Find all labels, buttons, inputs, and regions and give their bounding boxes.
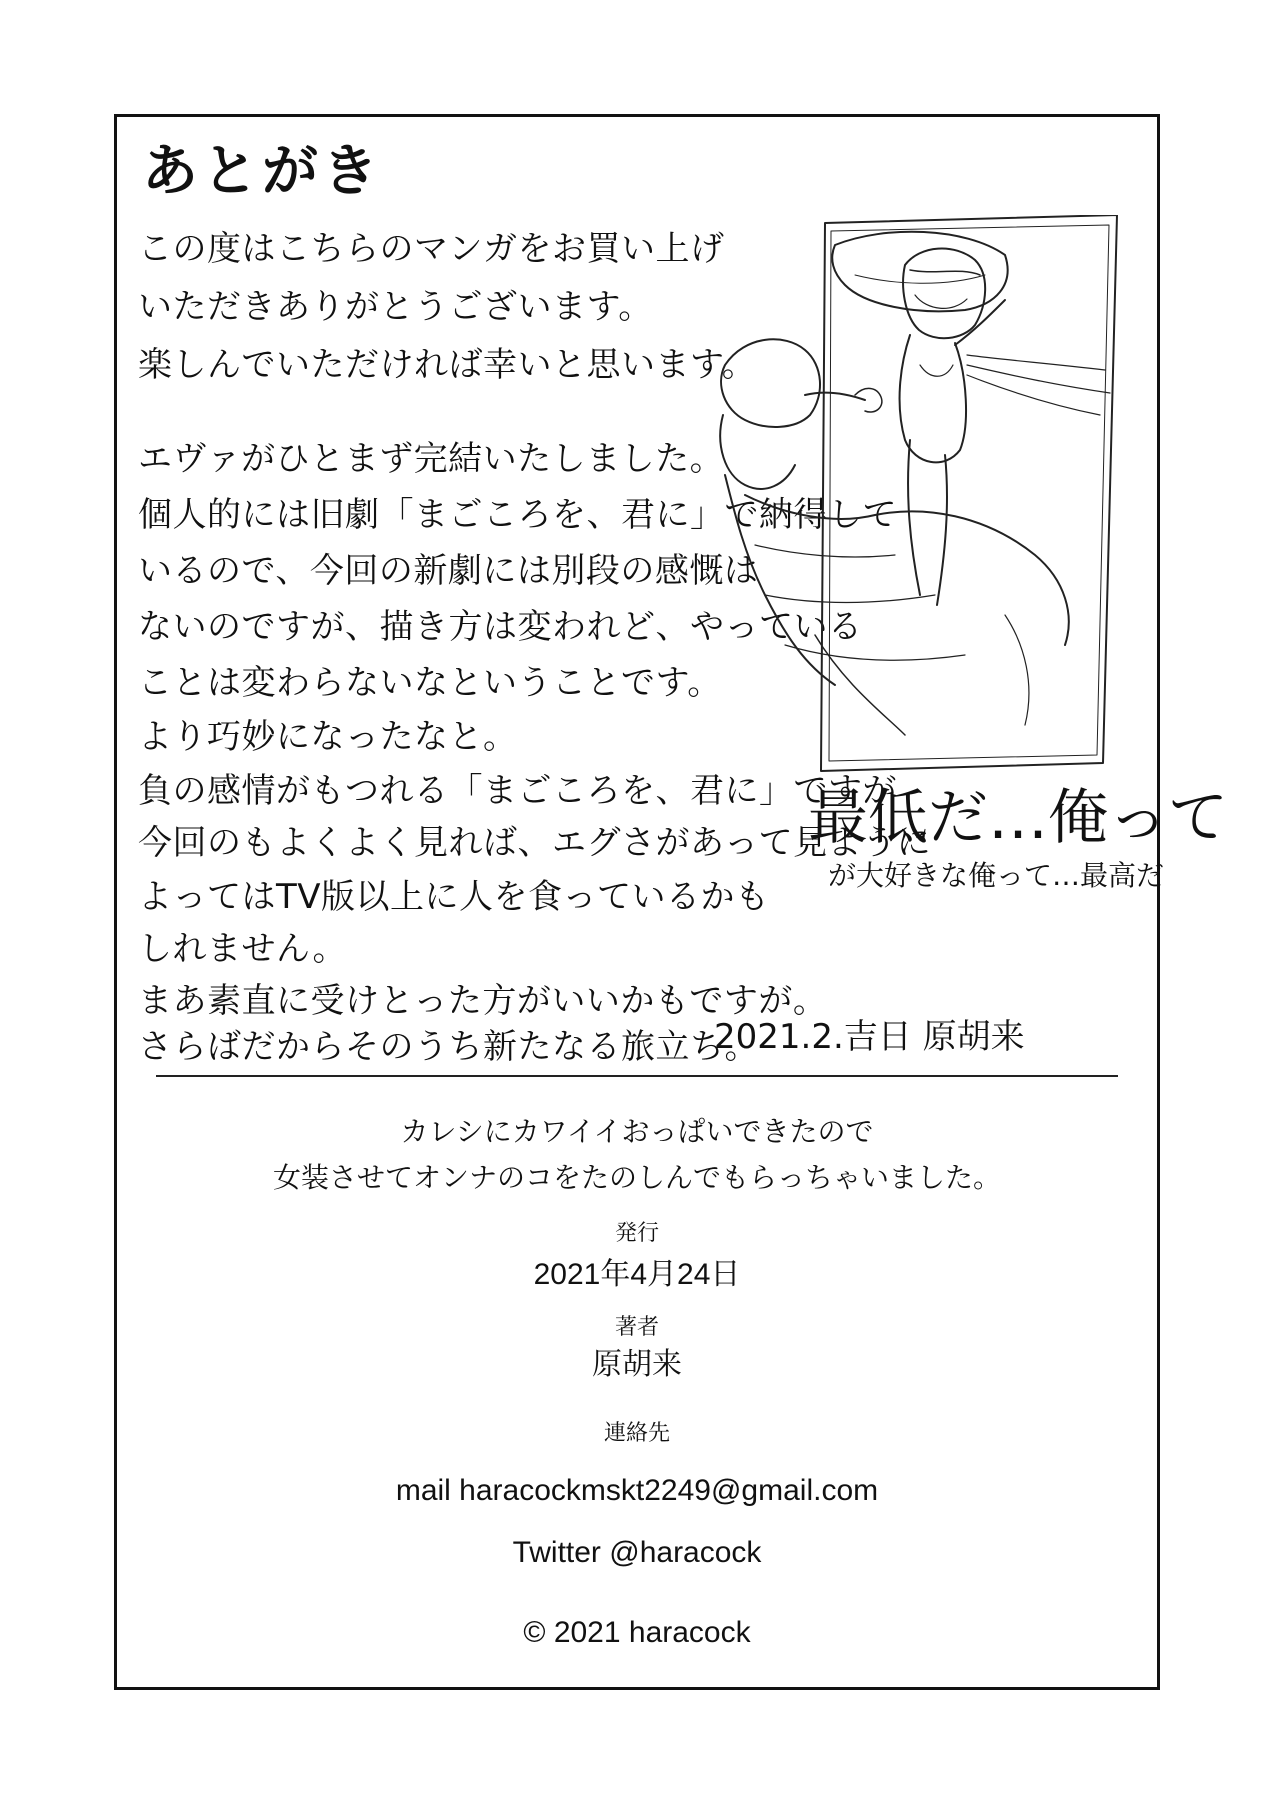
book-title-line-1: カレシにカワイイおっぱいできたので — [400, 1116, 874, 1147]
author-label: 著者 — [614, 1314, 659, 1339]
afterword-line: より巧妙になったなと。 — [138, 717, 518, 757]
author-name: 原胡来 — [592, 1348, 682, 1381]
afterword-line: いるので、今回の新劇には別段の感慨は — [138, 551, 759, 591]
sketch-subcaption: が大好きな俺って…最高だ — [828, 859, 1165, 892]
copyright-notice: © 2021 haracock — [523, 1616, 751, 1649]
afterword-line: まあ素直に受けとった方がいいかもですが。 — [138, 981, 828, 1021]
contact-twitter[interactable]: Twitter @haracock — [512, 1536, 762, 1569]
afterword-line: ないのですが、描き方は変われど、やっている — [138, 607, 863, 647]
contact-mail[interactable]: mail haracockmskt2249@gmail.com — [395, 1474, 879, 1507]
afterword-line: エヴァがひとまず完結いたしました。 — [138, 439, 725, 479]
afterword-line: 楽しんでいただければ幸いと思います。 — [138, 345, 757, 385]
section-divider — [156, 1075, 1118, 1077]
published-date: 2021年4月24日 — [533, 1258, 741, 1291]
afterword-line: 個人的には旧劇「まごころを、君に」で納得して — [138, 495, 897, 535]
contact-label: 連絡先 — [603, 1420, 670, 1445]
book-title-line-2: 女装させてオンナのコをたのしんでもらっちゃいました。 — [272, 1162, 1001, 1193]
afterword-line: この度はこちらのマンガをお買い上げ — [138, 229, 725, 269]
afterword-line: 負の感情がもつれる「まごころを、君に」ですが — [138, 771, 897, 811]
afterword-line: さらばだからそのうち新たなる旅立ち。 — [138, 1027, 759, 1067]
afterword-line: よってはTV版以上に人を食っているかも — [138, 877, 770, 917]
sketch-illustration — [705, 215, 1125, 775]
afterword-line: しれません。 — [138, 929, 348, 969]
afterword-heading: あとがき — [142, 139, 382, 204]
sketch-caption: 最低だ…俺って — [808, 783, 1228, 853]
published-label: 発行 — [614, 1220, 659, 1245]
afterword-line: いただきありがとうございます。 — [138, 287, 653, 327]
afterword-signoff: 2021.2.吉日 原胡来 — [714, 1017, 1025, 1057]
afterword-line: 今回のもよくよく見れば、エグさがあって見ように — [138, 823, 932, 863]
afterword-line: ことは変わらないなということです。 — [138, 663, 722, 703]
